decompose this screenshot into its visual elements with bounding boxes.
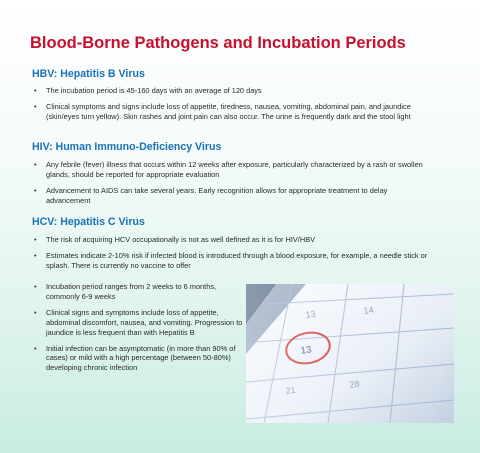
bullet-item: • Clinical symptoms and signs include loss of appetite, tiredness, nausea, vomiting, abdominal pain, and jaundice (skin/eyes turn yellow). Skin rashes and joint pain can also occur. The urine is frequently dark and the stool light [33,102,433,122]
bullet-item: • Incubation period ranges from 2 weeks to 6 months, commonly 6-9 weeks [33,282,243,302]
bullet-item: • Clinical signs and symptoms include loss of appetite, abdominal discomfort, nausea, and vomiting. Progression to jaundice is less frequent than with Hepatitis B [33,308,243,338]
section-heading-hbv: HBV: Hepatitis B Virus [32,68,145,80]
page-title: Blood-Borne Pathogens and Incubation Periods [30,34,406,52]
bullet-item: • Initial infection can be asymptomatic (in more than 90% of cases) or mild with a high percentage (between 50-80%) developing chronic infection [33,344,243,374]
bullet-item: • Any febrile (fever) illness that occurs within 12 weeks after exposure, particularly characterized by a rash or swollen glands, should be reported for appropriate evaluation [33,160,433,180]
bullet-list-hcv [33,235,433,277]
bullet-list-hiv [33,160,433,212]
calendar-photo [246,284,454,423]
bullet-list-hbv [33,86,433,128]
bullet-list-hcv-continued [33,282,243,379]
section-heading-hcv: HCV: Hepatitis C Virus [32,216,145,228]
bullet-item: • The risk of acquiring HCV occupationally is not as well defined as it is for HIV/HBV [33,235,433,245]
calendar-icon [246,284,454,423]
bullet-item: • Estimates indicate 2-10% risk if infected blood is introduced through a blood exposure, for example, a needle stick or splash. There is currently no vaccine to offer [33,251,433,271]
bullet-item: • Advancement to AIDS can take several years. Early recognition allows for appropriate treatment to delay advancement [33,186,433,206]
section-heading-hiv: HIV: Human Immuno-Deficiency Virus [32,141,222,153]
bullet-item: • The incubation period is 45-160 days with an average of 120 days [33,86,433,96]
